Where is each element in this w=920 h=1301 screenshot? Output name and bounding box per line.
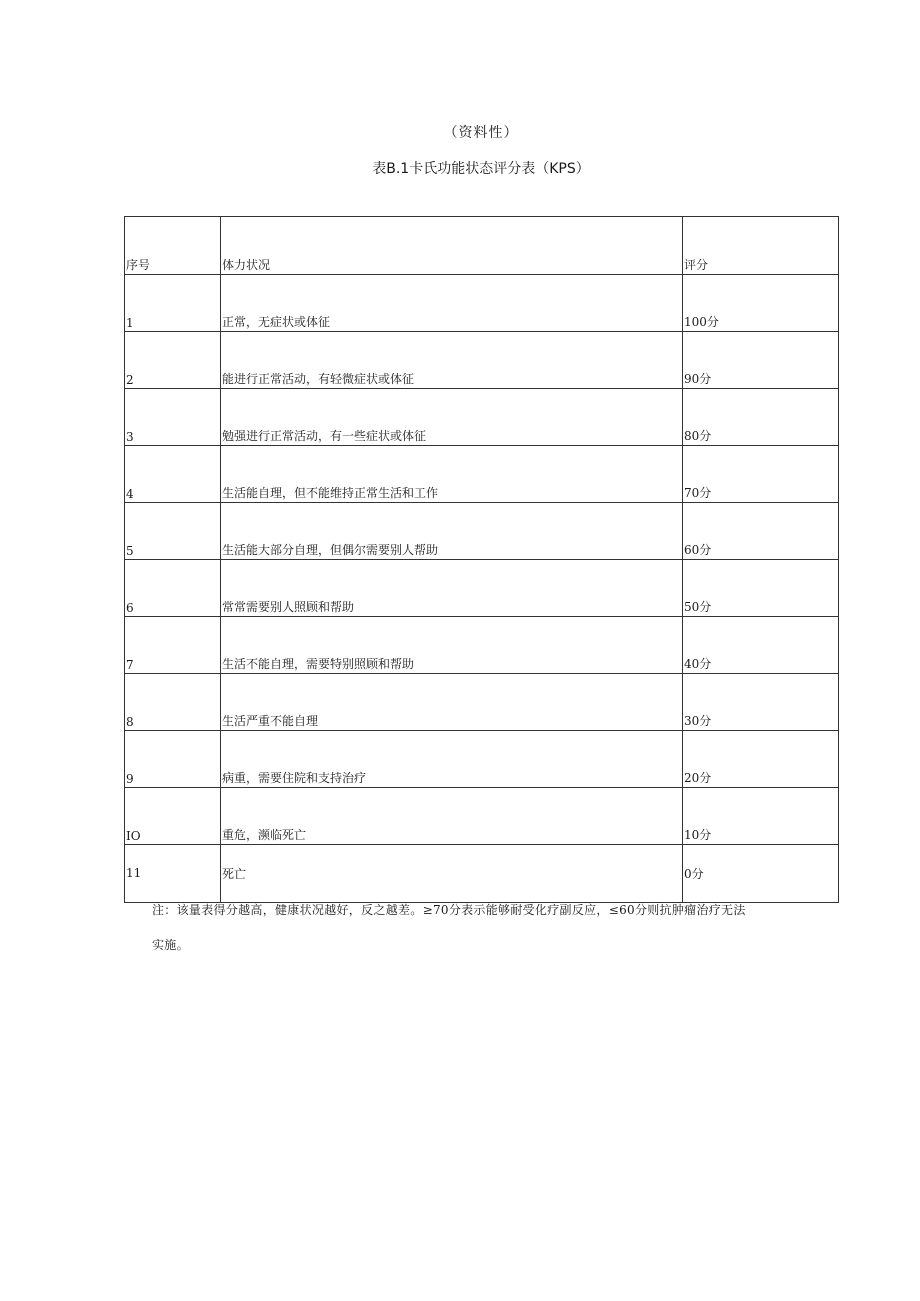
cell-no: 2 (125, 332, 221, 389)
cell-status: 常常需要别人照顾和帮助 (221, 560, 683, 617)
table-row (125, 389, 839, 446)
cell-status: 能进行正常活动，有轻微症状或体征 (221, 332, 683, 389)
cell-no: 8 (125, 674, 221, 731)
document-subtitle: （资料性） (443, 125, 519, 141)
cell-no: 4 (125, 446, 221, 503)
table-row (125, 731, 839, 788)
table-row (125, 503, 839, 560)
cell-status: 生活严重不能自理 (221, 674, 683, 731)
table-title: 表B.1卡氏功能状态评分表（KPS） (372, 161, 590, 177)
table-row (125, 275, 839, 332)
cell-score: 80分 (683, 389, 839, 446)
cell-status: 生活能大部分自理，但偶尔需要别人帮助 (221, 503, 683, 560)
table-row (125, 674, 839, 731)
cell-status: 生活能自理，但不能维持正常生活和工作 (221, 446, 683, 503)
cell-score: 30分 (683, 674, 839, 731)
table-row (125, 788, 839, 845)
header-no: 序号 (125, 217, 221, 275)
cell-no: 9 (125, 731, 221, 788)
cell-score: 70分 (683, 446, 839, 503)
cell-status: 病重，需要住院和支持治疗 (221, 731, 683, 788)
table-note: 注：该量表得分越高，健康状况越好，反之越差。≥70分表示能够耐受化疗副反应，≤60分则抗肿瘤治疗无法 (152, 903, 746, 917)
header-score: 评分 (683, 217, 839, 275)
cell-score: 20分 (683, 731, 839, 788)
cell-no: 3 (125, 389, 221, 446)
cell-status: 勉强进行正常活动，有一些症状或体征 (221, 389, 683, 446)
kps-table (124, 216, 839, 903)
table-row (125, 560, 839, 617)
table-row (125, 446, 839, 503)
cell-no: 11 (125, 845, 221, 903)
cell-score: 100分 (683, 275, 839, 332)
table-row (125, 332, 839, 389)
cell-status: 正常，无症状或体征 (221, 275, 683, 332)
cell-no: 5 (125, 503, 221, 560)
cell-no: 1 (125, 275, 221, 332)
cell-status: 重危，濒临死亡 (221, 788, 683, 845)
cell-score: 50分 (683, 560, 839, 617)
cell-status: 死亡 (221, 845, 683, 903)
table-row (125, 617, 839, 674)
cell-no: IO (125, 788, 221, 845)
cell-no: 7 (125, 617, 221, 674)
table-note-continuation: 实施。 (152, 938, 189, 952)
table-row (125, 845, 839, 903)
cell-status: 生活不能自理，需要特别照顾和帮助 (221, 617, 683, 674)
cell-score: 0分 (683, 845, 839, 903)
cell-score: 60分 (683, 503, 839, 560)
table-header-row (125, 217, 839, 275)
cell-score: 10分 (683, 788, 839, 845)
cell-no: 6 (125, 560, 221, 617)
header-status: 体力状况 (221, 217, 683, 275)
cell-score: 90分 (683, 332, 839, 389)
cell-score: 40分 (683, 617, 839, 674)
